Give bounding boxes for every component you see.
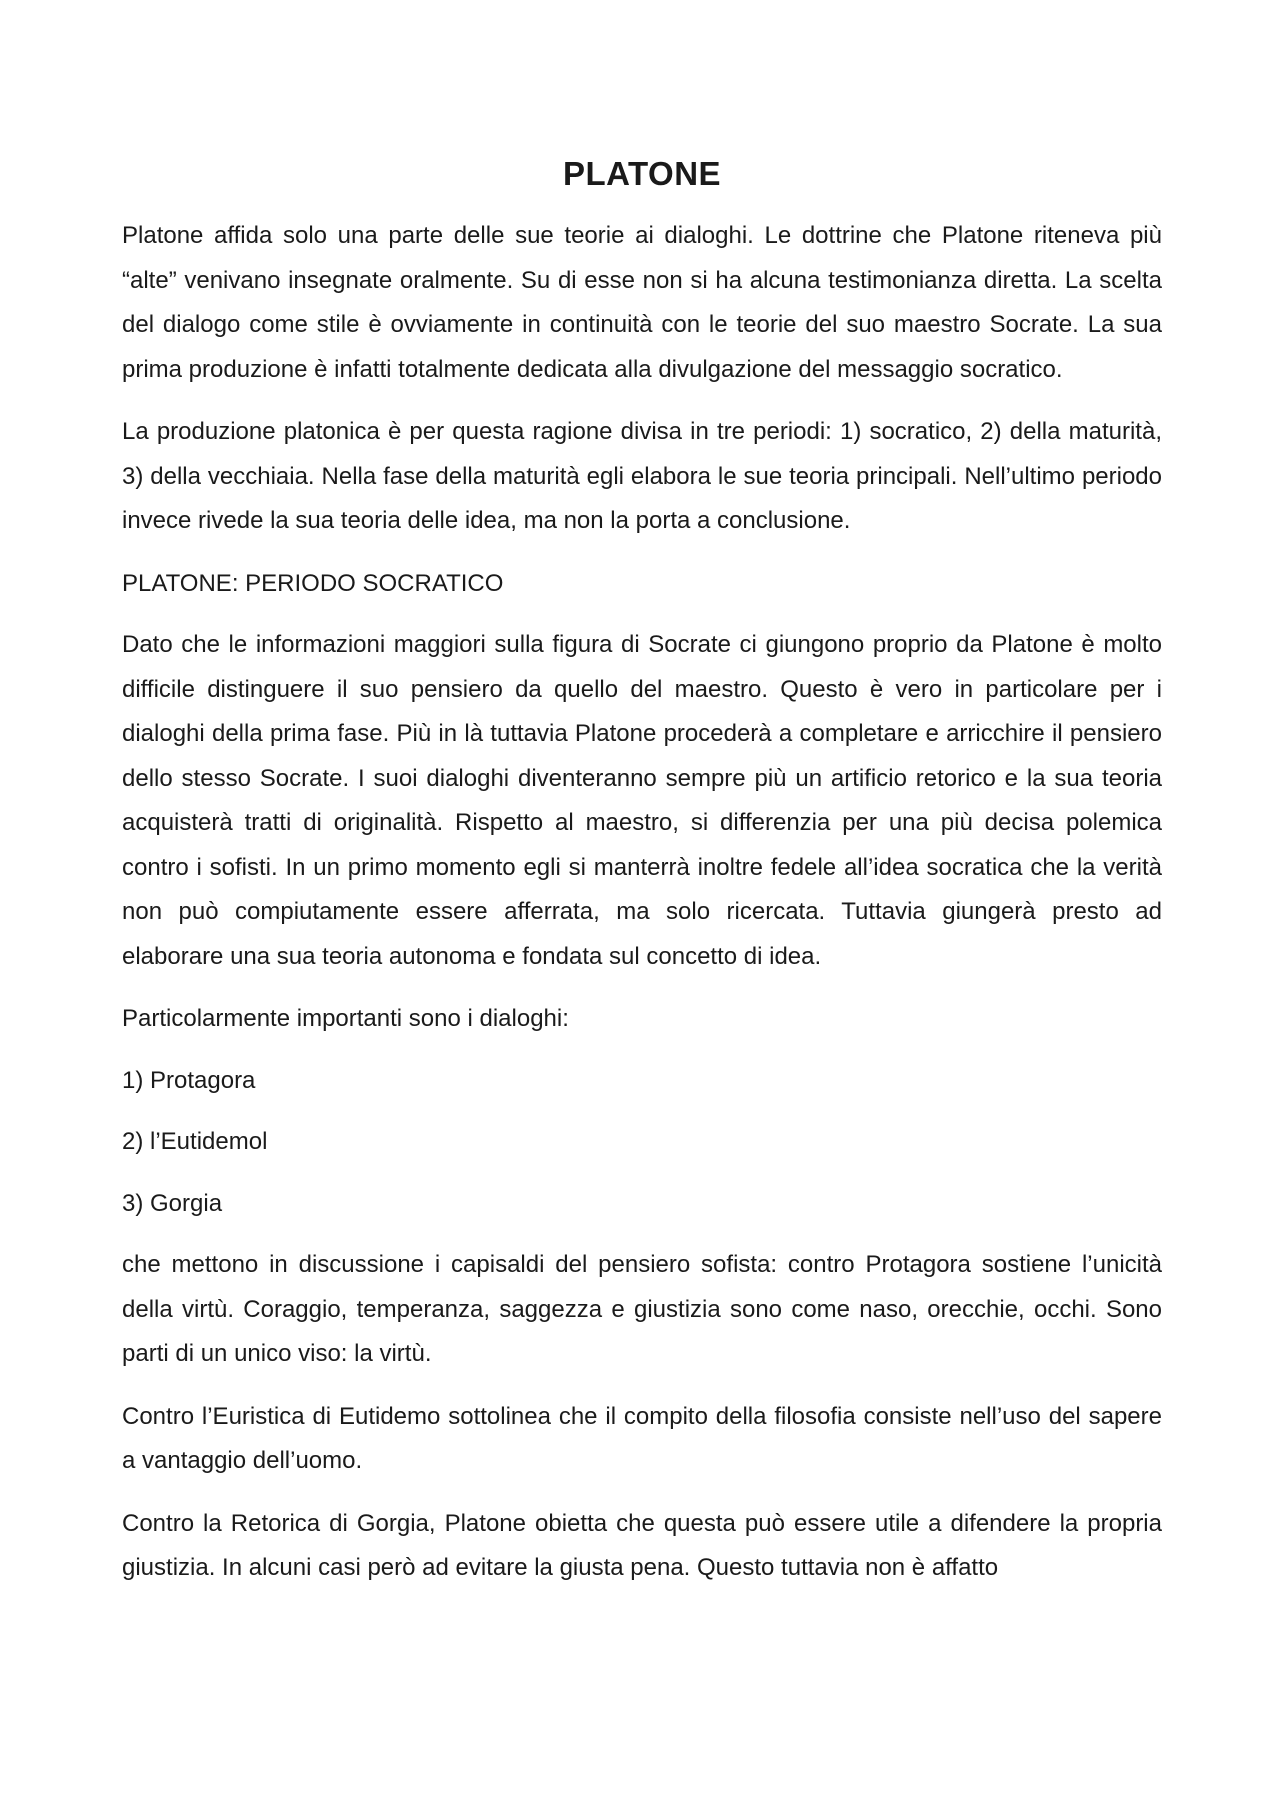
paragraph-retorica: Contro la Retorica di Gorgia, Platone obietta che questa può essere utile a difendere la propria giustizia. In alcuni casi però ad evitare la giusta pena. Questo tuttavia non è affatto — [122, 1509, 1162, 1581]
paragraph-periods: La produzione platonica è per questa ragione divisa in tre periodi: 1) socratico, 2) della maturità, 3) della vecchiaia. Nella fase della maturità egli elabora le sue teoria principali. Nell’ultimo periodo invece rivede la sua teoria delle idea, ma non la porta a conclusione. — [122, 418, 1162, 534]
section-heading-socratic-period: PLATONE: PERIODO SOCRATICO — [122, 569, 504, 597]
list-item-gorgia: 3) Gorgia — [122, 1189, 223, 1217]
document-page — [122, 152, 1162, 1609]
paragraph-socratic-period: Dato che le informazioni maggiori sulla figura di Socrate ci giungono proprio da Platone è molto difficile distinguere il suo pensiero da quello del maestro. Questo è vero in particolare per i dialoghi della prima fase. Più in là tuttavia Platone procederà a completare e arricchire il pensiero dello stesso Socrate. I suoi dialoghi diventeranno sempre più un artificio retorico e la sua teoria acquisterà tratti di originalità. Rispetto al maestro, si differenzia per una più decisa polemica contro i sofisti. In un primo momento egli si manterrà inoltre fedele all’idea socratica che la verità non può compiutamente essere afferrata, ma solo ricercata. Tuttavia giungerà presto ad elaborare una sua teoria autonoma e fondata sul concetto di idea. — [122, 631, 1162, 970]
paragraph-dialogues-intro: Particolarmente importanti sono i dialoghi: — [122, 1005, 569, 1032]
document-title: PLATONE — [562, 155, 722, 192]
paragraph-sophist-critique: che mettono in discussione i capisaldi del pensiero sofista: contro Protagora sostiene l’unicità della virtù. Coraggio, temperanza, saggezza e giustizia sono come naso, orecchie, occhi. Sono parti di un unico viso: la virtù. — [122, 1251, 1162, 1367]
paragraph-euristica: Contro l’Euristica di Eutidemo sottolinea che il compito della filosofia consiste nell’uso del sapere a vantaggio dell’uomo. — [122, 1402, 1162, 1474]
list-item-eutidemo: 2) l’Eutidemol — [122, 1128, 268, 1155]
paragraph-intro: Platone affida solo una parte delle sue teorie ai dialoghi. Le dottrine che Platone riteneva più “alte” venivano insegnate oralmente. Su di esse non si ha alcuna testimonianza diretta. La scelta del dialogo come stile è ovviamente in continuità con le teorie del suo maestro Socrate. La sua prima produzione è infatti totalmente dedicata alla divulgazione del messaggio socratico. — [122, 222, 1162, 383]
list-item-protagora: 1) Protagora — [122, 1066, 256, 1094]
